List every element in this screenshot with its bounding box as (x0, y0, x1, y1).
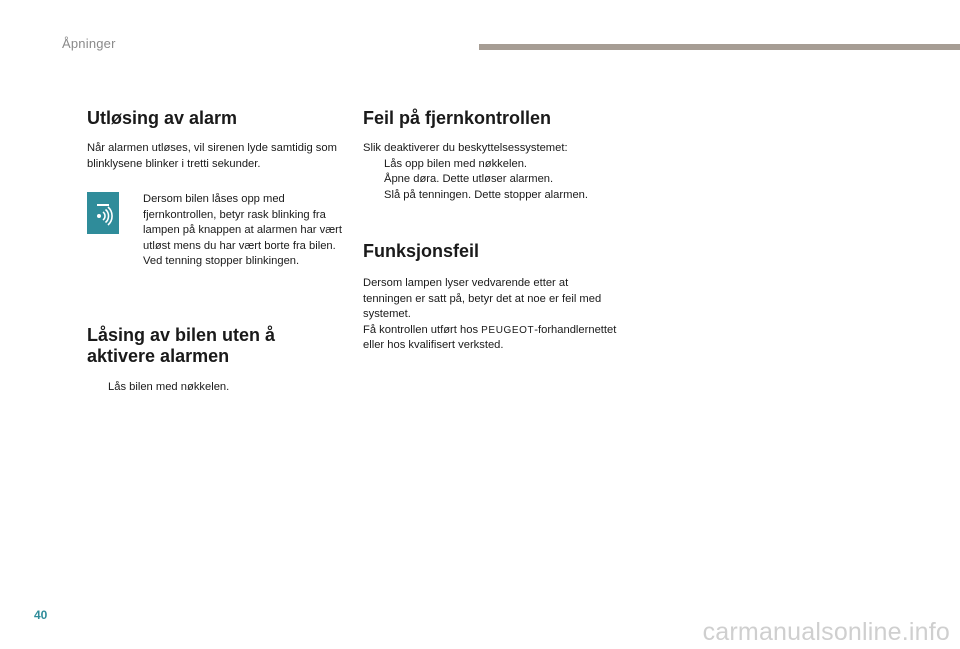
list-item (87, 380, 343, 396)
lock-steps (87, 380, 343, 396)
malfunction-text: Dersom lampen lyser vedvarende etter at tenningen er satt på, betyr det at noe er feil med systemet. (363, 277, 602, 320)
remote-fault-steps (363, 157, 619, 204)
brand-name: PEUGEOT (481, 324, 535, 336)
alarm-trigger-text: Når alarmen utløses, vil sirenen lyde samtidig som blinklysene blinker i tretti sekunder. (87, 142, 337, 170)
remote-step-2: Åpne døra. Dette utløser alarmen. (384, 173, 554, 185)
remote-fault-intro: Slik deaktiverer du beskyttelsessystemet: (363, 142, 568, 154)
alarm-note (87, 192, 343, 270)
remote-fault-title: Feil på fjernkontrollen (363, 108, 552, 128)
list-item (363, 157, 619, 173)
malfunction-text-2-after: -forhandlernettet eller hos kvalifisert verksted. (363, 323, 617, 351)
remote-step-1: Lås opp bilen med nøkkelen. (384, 157, 528, 170)
left-column (87, 108, 343, 395)
lock-without-alarm-title (87, 325, 343, 367)
list-item (363, 188, 619, 204)
right-column (363, 108, 619, 354)
section-label: Åpninger (62, 36, 116, 51)
remote-step-3: Slå på tenningen. Dette stopper alarmen. (384, 188, 588, 201)
lock-title-line-2: aktivere alarmen (87, 345, 230, 366)
malfunction-text-2 (363, 323, 619, 354)
alarm-note-text: Dersom bilen låses opp med fjernkontrollen, betyr rask blinking fra lampen på knappen at alarmen har vært utløst mens du har vært borte fra bilen. Ved tenning stopper blinkingen. (143, 193, 343, 267)
lock-step-text: Lås bilen med nøkkelen. (108, 380, 230, 393)
list-item (363, 172, 619, 188)
remote-signal-icon (87, 192, 119, 234)
page-number: 40 (34, 608, 48, 622)
lock-title-line-1: Låsing av bilen uten å (87, 324, 276, 345)
malfunction-title: Funksjonsfeil (363, 241, 480, 261)
watermark: carmanualsonline.info (702, 618, 950, 646)
header-bar (479, 44, 960, 50)
malfunction-text-2-before: Få kontrollen utført hos (363, 323, 482, 336)
alarm-trigger-title: Utløsing av alarm (87, 108, 238, 128)
